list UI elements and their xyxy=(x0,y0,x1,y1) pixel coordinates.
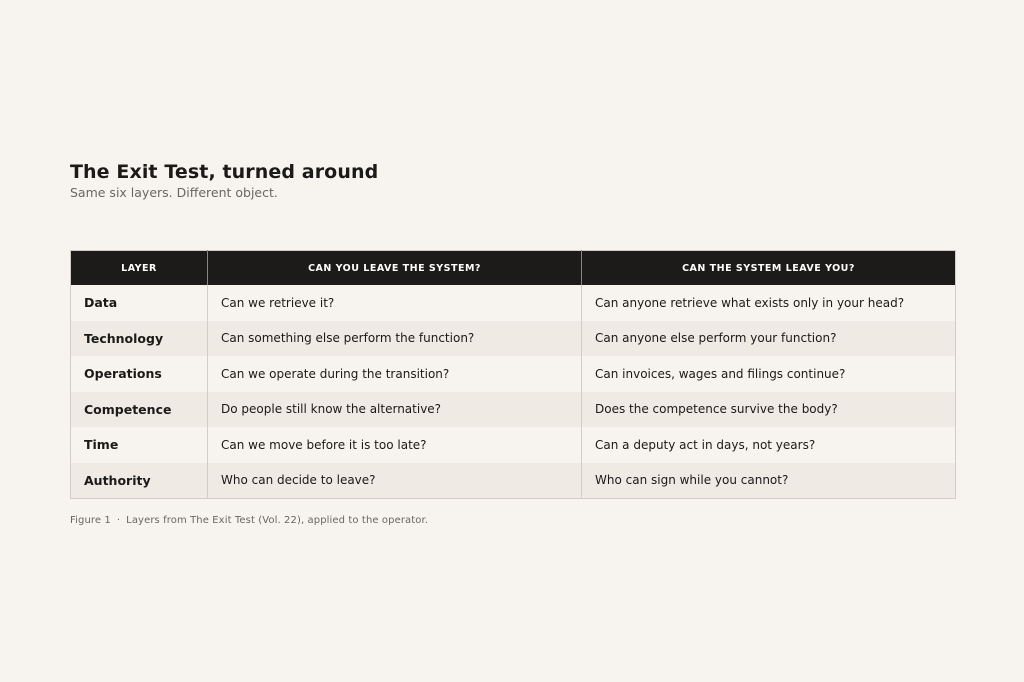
layer-cell: Time xyxy=(71,427,208,463)
system-leave-cell: Can anyone retrieve what exists only in your head? xyxy=(582,285,956,321)
figure-number: Figure 1 xyxy=(70,515,111,526)
layer-cell: Data xyxy=(71,285,208,321)
figure xyxy=(70,160,954,526)
leave-system-cell: Who can decide to leave? xyxy=(208,463,582,499)
figure-caption xyxy=(70,515,954,526)
table-row xyxy=(71,285,956,321)
leave-system-cell: Can we operate during the transition? xyxy=(208,356,582,392)
table-header xyxy=(71,251,956,286)
leave-system-cell: Can we retrieve it? xyxy=(208,285,582,321)
layer-cell: Competence xyxy=(71,392,208,428)
layer-cell: Technology xyxy=(71,321,208,357)
exit-test-table xyxy=(70,250,956,499)
caption-separator: · xyxy=(116,515,121,526)
table-body xyxy=(71,285,956,499)
table-row xyxy=(71,321,956,357)
layer-cell: Authority xyxy=(71,463,208,499)
table-row xyxy=(71,463,956,499)
leave-system-cell: Can something else perform the function? xyxy=(208,321,582,357)
system-leave-cell: Can invoices, wages and filings continue? xyxy=(582,356,956,392)
system-leave-cell: Can a deputy act in days, not years? xyxy=(582,427,956,463)
header-row xyxy=(71,251,956,286)
table-row xyxy=(71,392,956,428)
column-header-system-leave: CAN THE SYSTEM LEAVE YOU? xyxy=(582,251,956,286)
caption-text: Layers from The Exit Test (Vol. 22), applied to the operator. xyxy=(126,515,429,526)
column-header-leave-system: CAN YOU LEAVE THE SYSTEM? xyxy=(208,251,582,286)
table-row xyxy=(71,356,956,392)
system-leave-cell: Who can sign while you cannot? xyxy=(582,463,956,499)
system-leave-cell: Does the competence survive the body? xyxy=(582,392,956,428)
column-header-layer: LAYER xyxy=(71,251,208,286)
page-title: The Exit Test, turned around xyxy=(70,161,379,183)
page-subtitle: Same six layers. Different object. xyxy=(70,185,278,200)
layer-cell: Operations xyxy=(71,356,208,392)
leave-system-cell: Do people still know the alternative? xyxy=(208,392,582,428)
table-row xyxy=(71,427,956,463)
system-leave-cell: Can anyone else perform your function? xyxy=(582,321,956,357)
leave-system-cell: Can we move before it is too late? xyxy=(208,427,582,463)
